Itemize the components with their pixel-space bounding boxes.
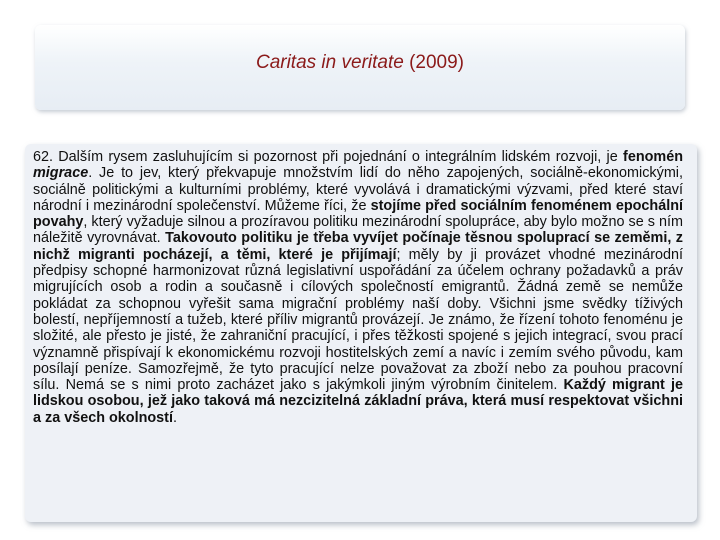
body-text-4: . Je to jev, který překvapuje množstvím lidí do něho zapojených, sociálně-ekonomickými, sociálně politickými a kulturními problémy, které vyvolává i dramatickými výzvami, před které staví národní i mezinárodní společenství. Můžeme říci, že [33,165,683,214]
emphasis-text-3: migrace [33,165,89,182]
title-year: (2009) [403,52,465,73]
body-paragraph [33,149,683,426]
emphasis-text-5: stojíme před sociálním fenoménem epochální povahy [33,197,684,231]
body-text-6: , který vyžaduje silnou a prozíravou politiku mezinárodní spolupráce, aby bylo možno se s ním náležitě vyrovnávat. [33,214,683,247]
emphasis-text-1: fenomén [623,149,683,165]
body-text-10: . [172,409,177,426]
title-italic: Caritas in veritate [255,52,404,73]
body-text-8: ; měly by ji provázet vhodné mezinárodní předpisy schopné harmonizovat různá legislativní uspořádání za účelem ochrany požadavků a práv migrujících osob a rodin a současně i cílových společností emigrantů. Žádná země se nemůže pokládat za schopnou vyřešit sama migrační problémy naší doby. Všichni jsme svědky tíživých bolestí, nepříjemností a tužeb, které příliv migrantů provázejí. Je známo, že řízení tohoto fenoménu je složité, ale přesto je jisté, že zahraniční pracující, i přes těžkosti spojené s jejich integrací, svou prací významně přispívají k ekonomickému rozvoji hostitelských zemí a navíc i zemím svého původu, kam posílají peníze. Samozřejmě, že tyto pracující nelze považovat za zboží nebo za pouhou pracovní sílu. Nemá se s nimi proto zacházet jako s jakýmkoli jiným výrobním činitelem. [33,246,684,394]
emphasis-text-7: Takovouto politiku je třeba vyvíjet počínaje těsnou spoluprací se zeměmi, z nichž migranti pocházejí, a těmi, které je přijímají [33,230,683,263]
body-text-0: 62. Dalším rysem zasluhujícím si pozornost při pojednání o integrálním lidském rozvoji, je [33,149,624,165]
slide-title [0,52,720,74]
emphasis-text-9: Každý migrant je lidskou osobou, jež jako taková má nezcizitelná základní práva, která musí respektovat všichni a za všech okolností [33,377,683,426]
